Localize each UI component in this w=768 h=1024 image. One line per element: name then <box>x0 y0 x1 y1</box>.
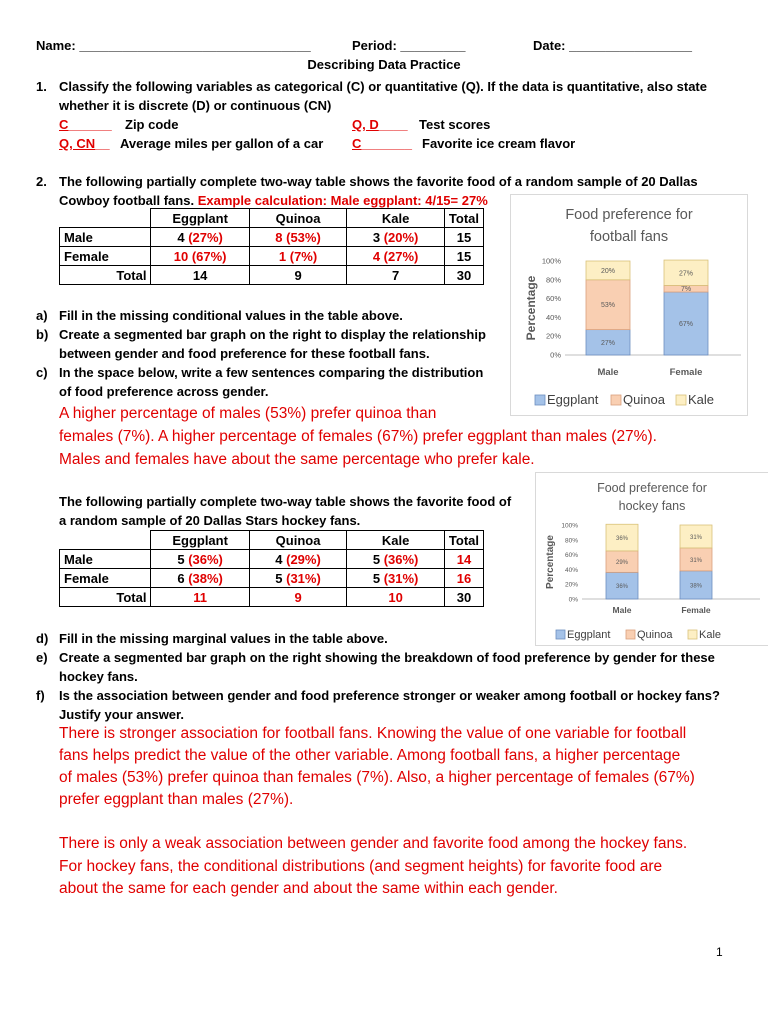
hockey-chart-svg <box>536 473 768 645</box>
table-header: Total <box>444 209 483 228</box>
legend-entry: Eggplant <box>547 392 599 407</box>
table-cell: 15 <box>444 247 483 266</box>
table-row <box>60 569 484 588</box>
row-label: Female <box>60 569 151 588</box>
legend-swatch <box>626 630 635 639</box>
q1-label: Average miles per gallon of a car <box>120 136 324 151</box>
y-tick-label: 80% <box>564 537 578 545</box>
part-f-answer-line: prefer eggplant than males (27%). <box>59 791 294 808</box>
q1-blank: __ <box>95 136 110 151</box>
table-row <box>60 228 484 247</box>
table-row <box>60 588 484 607</box>
row-label: Male <box>60 550 151 569</box>
q1-label: Zip code <box>125 117 179 132</box>
y-tick-label: 80% <box>545 275 561 285</box>
part-f-answer-line: There is stronger association for football fans. Knowing the value of one variable for football <box>59 725 687 742</box>
x-tick-label: Female <box>669 367 703 378</box>
q1-item-scores <box>352 115 408 134</box>
q1-prompt: Classify the following variables as categorical (C) or quantitative (Q). If the data is quantitative, also state whether it is discrete (D) or continuous (CN) <box>59 79 707 113</box>
table-cell: 10 <box>347 588 445 607</box>
y-axis-label: Percentage <box>524 275 538 341</box>
q1-answer: Q, CN <box>59 136 96 151</box>
table-header <box>60 209 151 228</box>
hockey-chart <box>535 472 768 646</box>
part-f-answer-line: There is only a weak association between gender and favorite food among the hockey fans. <box>59 835 688 852</box>
q2-example: Example calculation: Male eggplant: 4/15= 27% <box>197 193 488 208</box>
part-f-answer-line: of males (53%) prefer quinoa than females (7%). Also, a higher percentage of females (67%) <box>59 769 695 786</box>
table-cell: 1 (7%) <box>249 247 347 266</box>
table-cell: 4 (27%) <box>151 228 249 247</box>
part-b-text: Create a segmented bar graph on the right to display the relationship between gender and food preference for these football fans. <box>59 327 486 361</box>
q1-blank: _______ <box>361 136 413 151</box>
y-tick-label: 60% <box>545 294 561 304</box>
y-tick-label: 40% <box>545 312 561 322</box>
football-chart <box>510 194 748 416</box>
data-label: 20% <box>600 267 616 275</box>
football-table <box>59 208 484 285</box>
table-header <box>60 531 151 550</box>
part-c-answer-line: females (7%). A higher percentage of females (67%) prefer eggplant than males (27%). <box>59 428 657 445</box>
y-tick-label: 100% <box>561 522 578 530</box>
q1-blank: ______ <box>68 117 112 132</box>
football-chart-svg <box>511 195 747 415</box>
hockey-prompt: The following partially complete two-way table shows the favorite food of a random sample of 20 Dallas Stars hockey fans. <box>59 494 512 528</box>
table-cell: 4 (29%) <box>249 550 347 569</box>
part-e-text: Create a segmented bar graph on the right showing the breakdown of food preference by gender for these hockey fans. <box>59 650 715 684</box>
q1-number: 1. <box>36 79 47 94</box>
row-label: Total <box>60 266 151 285</box>
table-row <box>60 247 484 266</box>
part-f-answer-line: about the same for each gender and about the same within each gender. <box>59 880 558 897</box>
table-cell: 5 (36%) <box>151 550 249 569</box>
hockey-table <box>59 530 484 607</box>
part-e-label: e) <box>36 650 48 665</box>
table-cell: 5 (31%) <box>347 569 445 588</box>
table-cell: 9 <box>249 266 347 285</box>
page-title: Describing Data Practice <box>307 57 461 72</box>
legend-entry: Quinoa <box>623 392 665 407</box>
y-axis-label: Percentage <box>545 535 556 589</box>
x-tick-label: Male <box>597 367 619 378</box>
table-row <box>60 266 484 285</box>
chart-title: Food preference for <box>597 481 707 495</box>
chart-title: football fans <box>589 229 669 245</box>
q1-label: Test scores <box>419 117 491 132</box>
q1-item-mpg <box>59 134 110 153</box>
table-cell: 30 <box>444 266 483 285</box>
page-number: 1 <box>716 945 723 959</box>
y-tick-label: 40% <box>564 566 578 574</box>
y-tick-label: 20% <box>545 331 561 341</box>
data-label: 53% <box>600 302 616 310</box>
part-d-text: Fill in the missing marginal values in the table above. <box>59 631 388 646</box>
data-label: 36% <box>615 536 629 543</box>
y-tick-label: 60% <box>564 552 578 560</box>
data-label: 29% <box>615 560 629 567</box>
part-a-label: a) <box>36 308 48 323</box>
part-c-answer-line: A higher percentage of males (53%) prefer quinoa than <box>59 405 437 422</box>
table-cell: 14 <box>151 266 249 285</box>
legend-swatch <box>535 395 545 405</box>
table-header: Quinoa <box>249 531 347 550</box>
part-c-answer-line: Males and females have about the same percentage who prefer kale. <box>59 451 535 468</box>
table-cell: 30 <box>444 588 483 607</box>
row-label: Female <box>60 247 151 266</box>
legend-swatch <box>611 395 621 405</box>
table-cell: 8 (53%) <box>249 228 347 247</box>
data-label: 7% <box>680 286 692 294</box>
table-cell: 14 <box>444 550 483 569</box>
table-cell: 16 <box>444 569 483 588</box>
part-f-text: Is the association between gender and food preference stronger or weaker among football or hockey fans? Justify your answer. <box>59 688 720 722</box>
legend-entry: Kale <box>699 629 722 641</box>
q1-item-zip <box>59 115 112 134</box>
part-f-label: f) <box>36 688 45 703</box>
part-d-label: d) <box>36 631 49 646</box>
table-header: Total <box>444 531 483 550</box>
period-field-label: Period: _________ <box>352 38 466 53</box>
q1-label: Favorite ice cream flavor <box>422 136 576 151</box>
row-label: Total <box>60 588 151 607</box>
part-a-text: Fill in the missing conditional values in the table above. <box>59 308 403 323</box>
part-b-label: b) <box>36 327 49 342</box>
legend-swatch <box>556 630 565 639</box>
table-header: Quinoa <box>249 209 347 228</box>
x-tick-label: Female <box>681 605 711 615</box>
q2-text: The following partially complete two-way table shows the favorite food of a random sample of 20 Dallas Cowboy football fans. <box>59 174 698 208</box>
table-cell: 5 (36%) <box>347 550 445 569</box>
table-header: Eggplant <box>151 531 249 550</box>
legend-swatch <box>688 630 697 639</box>
data-label: 27% <box>678 270 694 278</box>
table-cell: 7 <box>347 266 445 285</box>
table-cell: 9 <box>249 588 347 607</box>
y-tick-label: 0% <box>568 596 578 604</box>
row-label: Male <box>60 228 151 247</box>
table-cell: 6 (38%) <box>151 569 249 588</box>
y-tick-label: 20% <box>564 581 578 589</box>
table-header: Kale <box>347 209 445 228</box>
date-field-label: Date: _________________ <box>533 38 693 53</box>
q2-number: 2. <box>36 174 47 189</box>
table-header: Eggplant <box>151 209 249 228</box>
legend-entry: Quinoa <box>637 629 673 641</box>
y-tick-label: 0% <box>550 350 561 360</box>
q1-item-icecream <box>352 134 412 153</box>
part-c-text: In the space below, write a few sentences comparing the distribution of food preference across gender. <box>59 365 484 399</box>
table-row <box>60 550 484 569</box>
legend-entry: Kale <box>688 392 715 407</box>
q1-answer: C <box>59 117 69 132</box>
chart-title: hockey fans <box>618 499 686 513</box>
data-label: 31% <box>689 557 703 564</box>
table-cell: 10 (67%) <box>151 247 249 266</box>
x-tick-label: Male <box>612 605 632 615</box>
legend-entry: Eggplant <box>567 629 611 641</box>
legend-swatch <box>676 395 686 405</box>
part-f-answer-line: fans helps predict the value of the other variable. Among football fans, a higher percentage <box>59 747 681 764</box>
data-label: 31% <box>689 534 703 541</box>
table-cell: 15 <box>444 228 483 247</box>
data-label: 36% <box>615 584 629 591</box>
q1-answer: C <box>352 136 362 151</box>
table-header: Kale <box>347 531 445 550</box>
part-c-label: c) <box>36 365 48 380</box>
y-tick-label: 100% <box>541 256 561 266</box>
table-cell: 3 (20%) <box>347 228 445 247</box>
q1-answer: Q, D <box>352 117 379 132</box>
table-cell: 4 (27%) <box>347 247 445 266</box>
name-field-label: Name: ________________________________ <box>36 38 311 53</box>
chart-title: Food preference for <box>565 207 693 223</box>
part-f-answer-line: For hockey fans, the conditional distributions (and segment heights) for favorite food are <box>59 858 663 875</box>
table-cell: 11 <box>151 588 249 607</box>
data-label: 27% <box>600 339 616 347</box>
q1-blank: ____ <box>378 117 408 132</box>
data-label: 38% <box>689 583 703 590</box>
data-label: 67% <box>678 321 694 329</box>
table-cell: 5 (31%) <box>249 569 347 588</box>
